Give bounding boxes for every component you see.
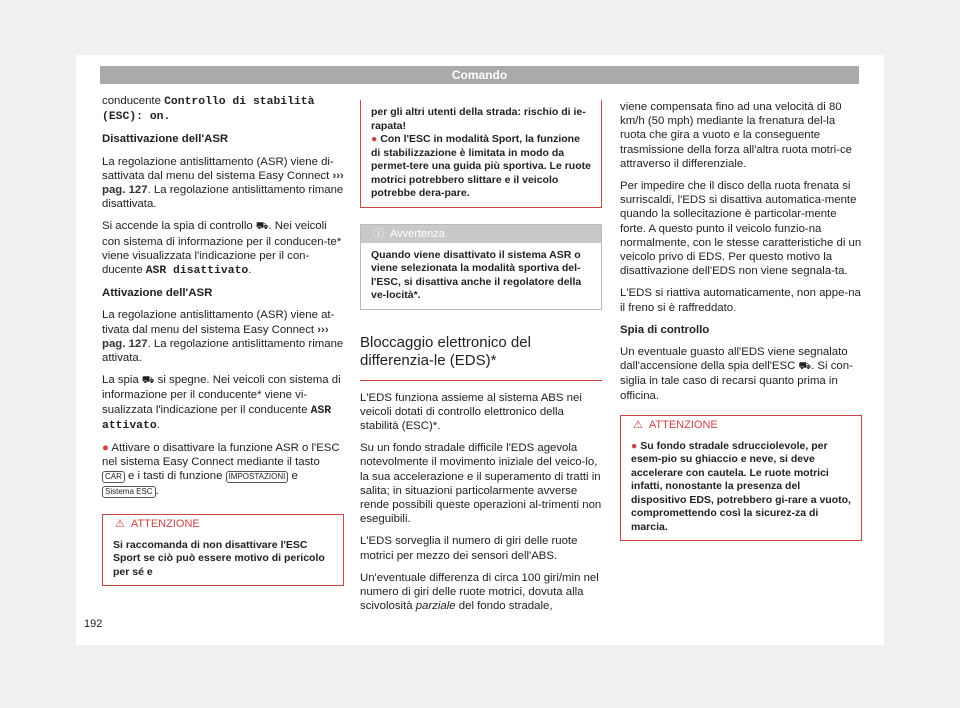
paragraph: La regolazione antislittamento (ASR) viene di-sattivata dal menu del sistema Easy Connect ››› pag. 127. La regolazione antislittamento rimane disattivata. (102, 155, 344, 211)
bullet-item: ● Attivare o disattivare la funzione ASR o l'ESC nel sistema Easy Connect mediante il tasto CAR e i tasti di funzione IMPOSTAZIONI e Sistema ESC . (102, 442, 340, 497)
paragraph: Un'eventuale differenza di circa 100 giri/min nel numero di giri delle ruote motrici, dovuta alla scivolosità parziale del fondo stradale, (360, 571, 599, 613)
esc-warning-icon: ⛟ (255, 221, 269, 233)
column-1 (102, 94, 344, 594)
warning-triangle-icon: ⚠ (633, 418, 643, 431)
page-number: 192 (84, 618, 103, 630)
paragraph: La regolazione antislittamento (ASR) viene at-tivata dal menu del sistema Easy Connect ››› pag. 127. La regolazione antislittamento rimane attivata. (102, 309, 344, 365)
page-header: Comando (100, 66, 859, 84)
paragraph: conducente Controllo di stabilità (ESC): on. (102, 95, 315, 124)
paragraph: L'EDS si riattiva automaticamente, non appe-na il freno si è raffreddato. (620, 287, 861, 314)
attention-header: ⚠ ATTENZIONE (621, 416, 861, 434)
attention-header: ⚠ ATTENZIONE (103, 515, 343, 533)
paragraph: Per impedire che il disco della ruota frenata si surriscaldi, l'EDS si disattiva automatica-mente quando la sollecitazione è particolar-mente forte. A questo punto il veicolo funzio-na normalmente, con le stesse caratteristiche di un veicolo privo di EDS. Per questo motivo la disattivazione dell'EDS non viene segnala-ta. (620, 180, 862, 278)
paragraph: Su un fondo stradale difficile l'EDS agevola notevolmente il movimento iniziale del veico-lo, la sua accelerazione e il superamento di tratti in salita; in situazioni particolarmente avverse rende possibili queste operazioni al-trimenti non eseguibili. (360, 442, 602, 526)
attention-body: per gli altri utenti della strada: rischio di ie-rapata! ● Con l'ESC in modalità Sport, la funzione di stabilizzazione è limitata in modo da permet-tere una guida più sportiva. Le ruote motrici potrebbero slittare e il veicolo potrebbe dera-pare. (361, 100, 601, 207)
car-key: CAR (102, 471, 125, 483)
attention-box (620, 415, 862, 542)
bullet-item: ● Con l'ESC in modalità Sport, la funzione di stabilizzazione è limitata in modo da permet-tere una guida più sportiva. Le ruote motrici potrebbero slittare e il veicolo potrebbe dera-pare. (371, 133, 591, 199)
impostazioni-key: IMPOSTAZIONI (226, 471, 289, 483)
note-header: ⓘ Avvertenza (361, 225, 601, 243)
attention-body: Si raccomanda di non disattivare l'ESC Sport se ciò può essere motivo di pericolo per sé e (103, 533, 343, 586)
note-body: Quando viene disattivato il sistema ASR o viene selezionata la modalità sportiva del-l'ESC, si disattiva anche il regolatore della ve-locità*. (361, 243, 601, 309)
paragraph: L'EDS sorveglia il numero di giri delle ruote motrici per mezzo dei sensori dell'ABS. (360, 535, 578, 562)
esc-warning-icon: ⛟ (141, 375, 155, 387)
column-2 (360, 100, 602, 621)
bullet-icon: ● (371, 133, 381, 145)
paragraph: Un eventuale guasto all'EDS viene segnalato dall'accensione della spia dell'ESC ⛟. Si con-siglia in tale caso di recarsi quanto prima in officina. (620, 346, 853, 402)
attention-box (102, 514, 344, 587)
warning-triangle-icon: ⚠ (115, 517, 125, 530)
heading-asr-off: Disattivazione dell'ASR (102, 133, 229, 146)
bullet-icon: ● (102, 442, 112, 455)
note-icon: ⓘ (373, 227, 384, 240)
heading-asr-on: Attivazione dell'ASR (102, 287, 213, 300)
paragraph: La spia ⛟ si spegne. Nei veicoli con sistema di informazione per il conducente* viene vi-sualizzata l'indicazione per il conducente ASR attivato. (102, 374, 341, 432)
sistema-esc-key: Sistema ESC (102, 486, 156, 498)
attention-body: ● Su fondo stradale sdrucciolevole, per esem-pio su ghiaccio e neve, si deve accelerare con cautela. Le ruote motrici infatti, nonostante la presenza del dispositivo EDS, potrebbero gi-rare a vuoto, compromettendo così la sicurez-za di marcia. (621, 434, 861, 541)
attention-box-continued (360, 100, 602, 208)
paragraph: viene compensata fino ad una velocità di 80 km/h (50 mph) mediante la frenatura del-la ruota che gira a vuoto e la conseguente trasmissione della forza all'altra ruota motri-ce attraverso il differenziale. (620, 101, 852, 170)
esc-warning-icon: ⛟ (798, 361, 812, 373)
paragraph: Si accende la spia di controllo ⛟. Nei veicoli con sistema di informazione per il conducen-te* viene visualizzata l'indicazione per il con-ducente ASR disattivato. (102, 220, 342, 278)
bullet-icon: ● (631, 439, 641, 452)
section-title: Bloccaggio elettronico del differenzia-le (EDS)* (360, 318, 602, 381)
paragraph: L'EDS funziona assieme al sistema ABS nei veicoli dotati di controllo elettronico della stabilità (ESC)*. (360, 391, 582, 432)
heading-spia: Spia di controllo (620, 323, 710, 336)
page-ref-link[interactable]: ››› pag. 127 (102, 169, 344, 197)
note-box (360, 224, 602, 310)
column-3 (620, 100, 862, 549)
page-ref-link[interactable]: ››› pag. 127 (102, 323, 329, 350)
